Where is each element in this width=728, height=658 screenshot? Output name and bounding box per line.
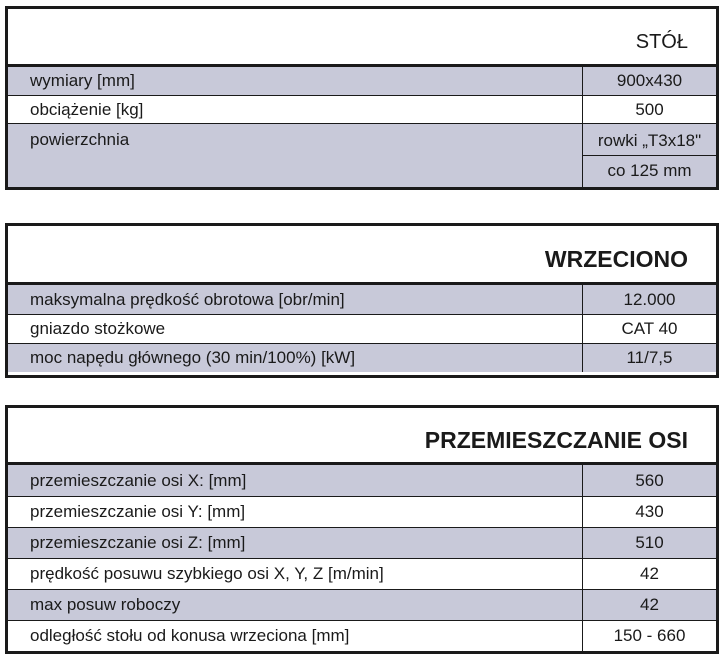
table-row [8,589,716,620]
table-row [8,620,716,651]
row-value [582,124,716,187]
row-value: 12.000 [582,285,716,314]
row-value: 900x430 [582,67,716,95]
table-row [8,496,716,527]
row-value: 150 - 660 [582,621,716,651]
table-row [8,95,716,123]
row-label: powierzchnia [30,130,130,149]
row-label: gniazdo stożkowe [30,319,166,338]
table-header [8,408,716,465]
row-label: obciążenie [kg] [30,99,144,119]
row-value: 11/7,5 [582,344,716,372]
table-title: PRZEMIESZCZANIE OSI [424,427,688,453]
table-row [8,343,716,372]
table-wrzeciono [5,223,719,378]
row-label: przemieszczanie osi Z: [mm] [30,533,246,552]
table-row [8,558,716,589]
row-value: 42 [582,590,716,620]
row-value-line: co 125 mm [607,161,692,181]
row-label: wymiary [mm] [30,71,135,90]
table-header [8,226,716,285]
row-value: 500 [582,96,716,123]
table-row [8,123,716,187]
table-header [8,9,716,67]
row-label: przemieszczanie osi Y: [mm] [30,502,246,521]
table-stol [5,6,719,190]
row-label: max posuw roboczy [30,595,181,614]
table-title: STÓŁ [635,31,688,53]
table-row [8,285,716,314]
row-value: 560 [582,465,716,496]
table-row [8,67,716,95]
row-value: 430 [582,497,716,527]
row-value-line: rowki „T3x18" [597,130,702,150]
table-row [8,465,716,496]
row-label: przemieszczanie osi X: [mm] [30,470,247,490]
row-label: prędkość posuwu szybkiego osi X, Y, Z [m/min] [30,564,384,583]
row-value: 510 [582,528,716,558]
table-row [8,527,716,558]
row-label: maksymalna prędkość obrotowa [obr/min] [30,289,345,309]
table-przemieszczanie-osi [5,405,719,654]
row-label: moc napędu głównego (30 min/100%) [kW] [30,348,356,367]
row-label: odległość stołu od konusa wrzeciona [mm] [30,626,350,645]
table-title: WRZECIONO [544,246,688,272]
row-value: 42 [582,559,716,589]
row-value: CAT 40 [582,315,716,343]
table-row [8,314,716,343]
